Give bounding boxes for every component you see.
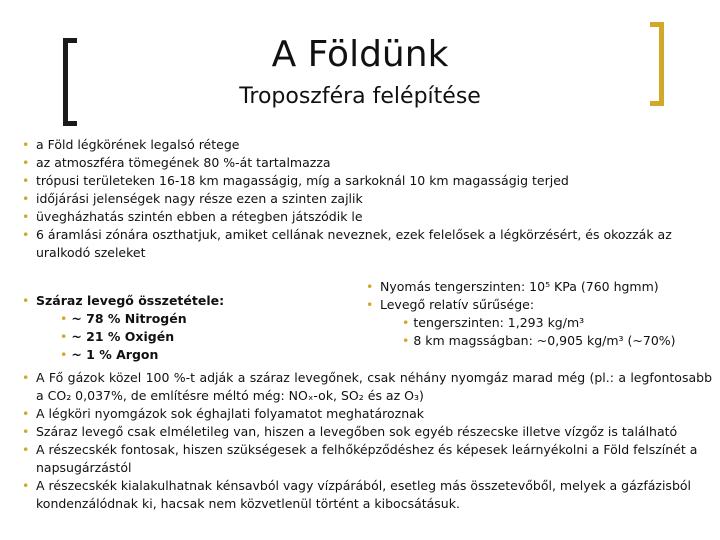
list-item: • A részecskék kialakulhatnak kénsavból vagy vízpárából, esetleg más összetevőből, melyek a gázfázisból kondenzálódnak ki, hacsak nem közvetlenül történt a kibocsátásuk. — [22, 477, 712, 513]
list-item: • üvegházhatás szintén ebben a rétegben játszódik le — [22, 208, 702, 226]
density-heading-row — [366, 296, 696, 314]
bullet-icon: • — [60, 347, 72, 362]
bullet-icon: • — [22, 293, 30, 308]
troposphere-facts-list — [22, 136, 702, 262]
pressure-density-block — [366, 278, 696, 350]
list-item: • a Föld légkörének legalsó rétege — [22, 136, 702, 154]
list-item: • az atmoszféra tömegének 80 %-át tartalmazza — [22, 154, 702, 172]
dry-air-composition — [22, 292, 342, 364]
list-item: • Száraz levegő csak elméletileg van, hiszen a levegőben sok egyéb részecske illetve vízgőz is található — [22, 423, 712, 441]
bullet-icon: • — [402, 333, 414, 348]
density-sea-level: • tengerszinten: 1,293 kg/m³ — [402, 315, 585, 330]
trace-gases-list — [22, 369, 712, 513]
slide-subtitle: Troposzféra felépítése — [239, 84, 481, 109]
component-oxygen: • ~ 21 % Oxigén — [60, 329, 175, 344]
slide-title: A Földünk — [271, 34, 449, 75]
bullet-icon: • — [402, 315, 414, 330]
list-item: • A Fő gázok közel 100 %-t adják a száraz levegőnek, csak néhány nyomgáz marad még (pl.: a legfontosabb a CO₂ 0,037%, de említésre méltó még: NOₓ-ok, SO₂ és az O₃) — [22, 369, 712, 405]
bullet-icon: • — [60, 311, 72, 326]
list-item: • A részecskék fontosak, hiszen szükségesek a felhőképződéshez és képesek leárnyékolni a Föld felszínét a napsugárzástól — [22, 441, 712, 477]
component-nitrogen: • ~ 78 % Nitrogén — [60, 311, 187, 326]
pressure-text: Nyomás tengerszinten: 10⁵ KPa (760 hgmm) — [380, 279, 659, 294]
bullet-icon: • — [366, 297, 374, 312]
list-item: • A légköri nyomgázok sok éghajlati folyamatot meghatároznak — [22, 405, 712, 423]
bullet-icon: • — [60, 329, 72, 344]
dry-air-heading: Száraz levegő összetétele: — [36, 293, 225, 308]
dry-air-heading-row — [22, 292, 342, 310]
list-item: • 6 áramlási zónára oszthatjuk, amiket cellának neveznek, ezek felelősek a légkörzésért, és okozzák az uralkodó szeleket — [22, 226, 702, 262]
component-argon: • ~ 1 % Argon — [60, 347, 159, 362]
density-heading: Levegő relatív sűrűsége: — [380, 297, 535, 312]
bullet-icon: • — [366, 279, 374, 294]
list-item: • időjárási jelenségek nagy része ezen a szinten zajlik — [22, 190, 702, 208]
pressure-row — [366, 278, 696, 296]
density-8km: • 8 km magsságban: ~0,905 kg/m³ (~70%) — [402, 333, 676, 348]
list-item: • trópusi területeken 16-18 km magasságig, míg a sarkoknál 10 km magasságig terjed — [22, 172, 702, 190]
